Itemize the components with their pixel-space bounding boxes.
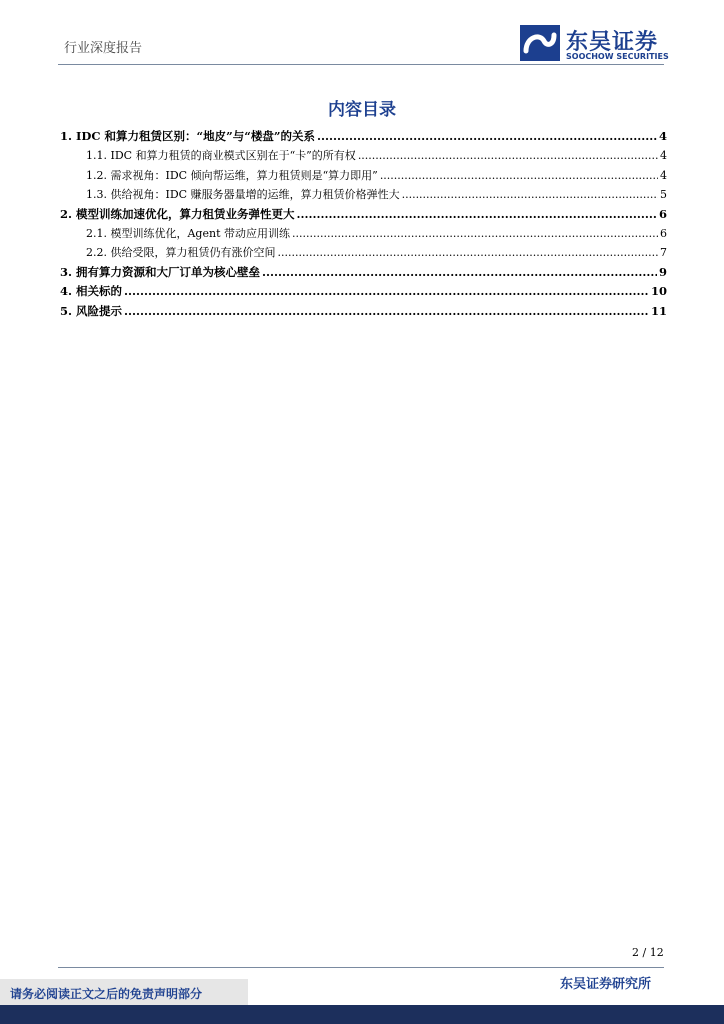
footer-bar	[0, 1005, 724, 1024]
logo-mark-icon	[520, 25, 560, 61]
toc-leader-dots	[124, 284, 649, 298]
logo-name: 东吴证券	[566, 30, 659, 55]
header-divider	[58, 64, 664, 65]
toc-entry-label: 5. 风险提示	[60, 303, 123, 318]
toc-entry-page: 4	[660, 168, 667, 182]
toc-entry-page: 9	[658, 264, 667, 279]
toc-entry-label: 2. 模型训练加速优化，算力租赁业务弹性更大	[60, 206, 295, 221]
toc-entry[interactable]	[60, 206, 667, 225]
toc-leader-dots	[124, 304, 649, 318]
toc-leader-dots	[317, 129, 657, 143]
toc-entry[interactable]	[60, 303, 667, 322]
toc-entry-page: 7	[660, 246, 667, 260]
toc-entry[interactable]	[60, 167, 667, 186]
toc-title: 内容目录	[328, 100, 396, 120]
toc-entry-label: 4. 相关标的	[60, 284, 123, 299]
toc-entry[interactable]	[60, 128, 667, 147]
toc-entry-page: 6	[658, 206, 667, 221]
toc-entry[interactable]	[60, 283, 667, 302]
toc-entry-label: 1.2. 需求视角：IDC 倾向帮运维，算力租赁则是“算力即用”	[86, 168, 378, 182]
toc-leader-dots	[262, 265, 657, 279]
toc-entry-page: 11	[650, 303, 667, 318]
toc-entry-label: 1.3. 供给视角：IDC 赚服务器量增的运维，算力租赁价格弹性大	[86, 188, 400, 202]
logo-subtitle: SOOCHOW SECURITIES	[566, 52, 669, 61]
toc-entry-page: 4	[660, 149, 667, 163]
toc-entry-page: 5	[660, 188, 667, 202]
toc-entry-page: 6	[660, 226, 667, 240]
toc-leader-dots	[358, 149, 658, 162]
toc-leader-dots	[380, 169, 658, 182]
toc-entry[interactable]	[60, 244, 667, 263]
toc-entry-label: 2.1. 模型训练优化，Agent 带动应用训练	[86, 226, 290, 240]
toc-leader-dots	[297, 207, 657, 221]
toc-entry[interactable]	[60, 264, 667, 283]
footer-divider	[58, 967, 664, 968]
toc-entry-label: 1.1. IDC 和算力租赁的商业模式区别在于“卡”的所有权	[86, 149, 356, 163]
toc-leader-dots	[292, 227, 658, 240]
report-category: 行业深度报告	[64, 41, 143, 56]
research-institute: 东吴证券研究所	[560, 977, 652, 992]
toc-entry[interactable]	[60, 225, 667, 244]
toc-leader-dots	[402, 188, 658, 201]
toc-entry[interactable]	[60, 147, 667, 166]
toc-leader-dots	[278, 246, 659, 259]
toc-entry-page: 4	[658, 129, 667, 143]
table-of-contents	[60, 128, 667, 322]
page-number: 2 / 12	[632, 946, 664, 959]
toc-entry-label: 3. 拥有算力资源和大厂订单为核心壁垒	[60, 264, 261, 279]
toc-entry[interactable]	[60, 186, 667, 205]
toc-entry-page: 10	[650, 284, 667, 299]
company-logo	[520, 25, 670, 61]
toc-entry-label: 1. IDC 和算力租赁区别：“地皮”与“楼盘”的关系	[60, 129, 315, 143]
toc-entry-label: 2.2. 供给受限，算力租赁仍有涨价空间	[86, 246, 276, 260]
disclaimer-text: 请务必阅读正文之后的免责声明部分	[10, 987, 203, 1001]
